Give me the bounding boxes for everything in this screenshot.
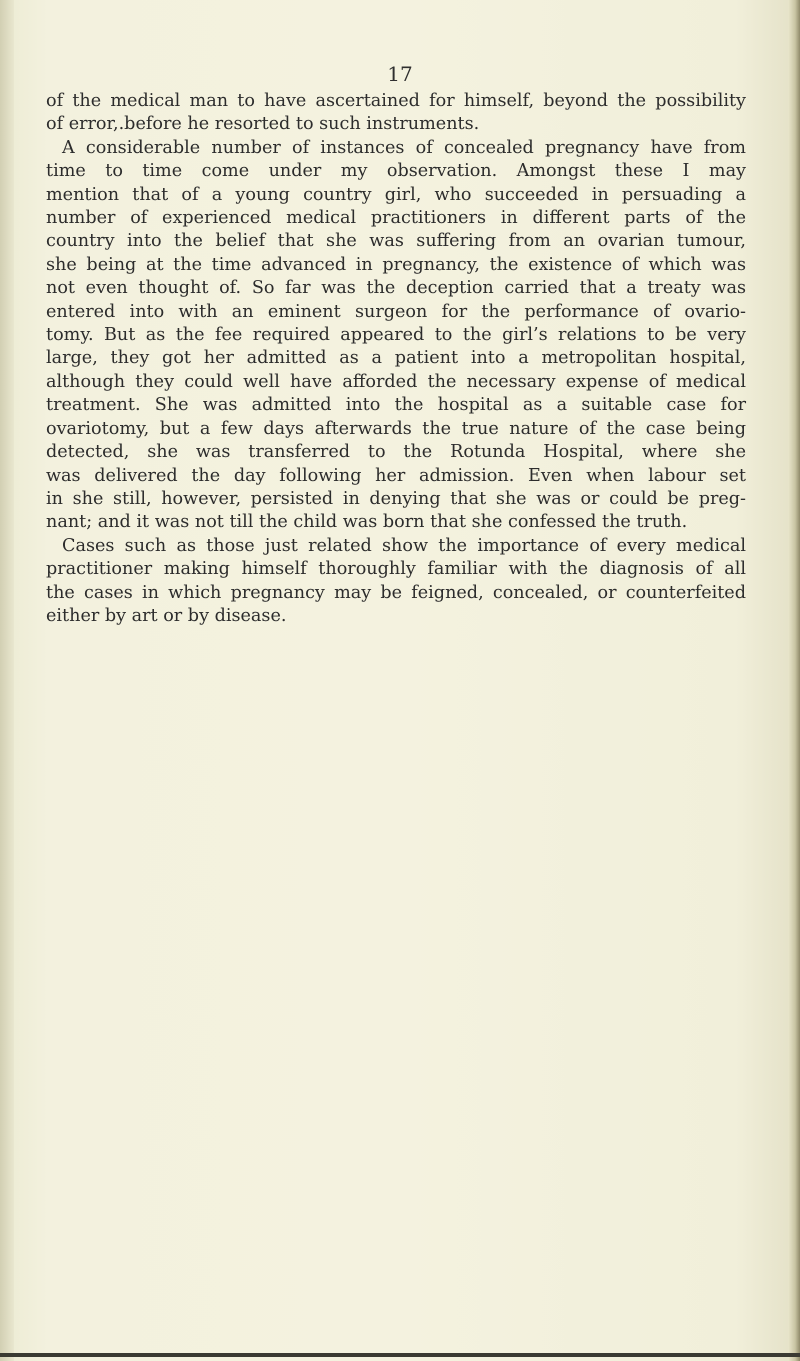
text-line: ovariotomy, but a few days afterwards the true nature of the case being [46, 418, 746, 439]
page-number: 17 [387, 62, 413, 86]
text-line: of error,.before he resorted to such instruments. [46, 114, 480, 135]
text-line: the cases in which pregnancy may be feigned, concealed, or counterfeited [46, 582, 746, 603]
text-line: although they could well have afforded the necessary expense of medical [46, 371, 746, 392]
text-line: Cases such as those just related show the importance of every medical [62, 535, 746, 556]
body-text [46, 90, 746, 628]
text-line: entered into with an eminent surgeon for the performance of ovario- [46, 301, 746, 322]
text-line: country into the belief that she was suffering from an ovarian tumour, [46, 231, 746, 252]
text-line: she being at the time advanced in pregnancy, the existence of which was [46, 254, 746, 275]
text-line: mention that of a young country girl, who succeeded in persuading a [46, 184, 746, 205]
text-line: detected, she was transferred to the Rotunda Hospital, where she [46, 442, 746, 463]
page-bottom-edge [0, 1353, 800, 1357]
page-left-edge [0, 0, 14, 1361]
text-line: A considerable number of instances of concealed pregnancy have from [62, 137, 746, 158]
text-line: was delivered the day following her admission. Even when labour set [46, 465, 746, 486]
page-right-edge [788, 0, 800, 1361]
text-line: of the medical man to have ascertained for himself, beyond the possibility [46, 91, 746, 111]
text-line: in she still, however, persisted in denying that she was or could be preg- [46, 488, 746, 509]
text-line: nant; and it was not till the child was born that she confessed the truth. [46, 512, 688, 533]
text-line: treatment. She was admitted into the hospital as a suitable case for [46, 395, 746, 416]
text-line: not even thought of. So far was the deception carried that a treaty was [46, 278, 746, 299]
text-line: large, they got her admitted as a patient into a metropolitan hospital, [46, 348, 746, 369]
text-line: time to time come under my observation. Amongst these I may [46, 161, 746, 182]
text-line: practitioner making himself thoroughly familiar with the diagnosis of all [46, 559, 746, 580]
text-line: either by art or by disease. [46, 605, 287, 626]
text-line: tomy. But as the fee required appeared to the girl’s relations to be very [46, 325, 746, 346]
text-line: number of experienced medical practitioners in different parts of the [46, 208, 746, 229]
